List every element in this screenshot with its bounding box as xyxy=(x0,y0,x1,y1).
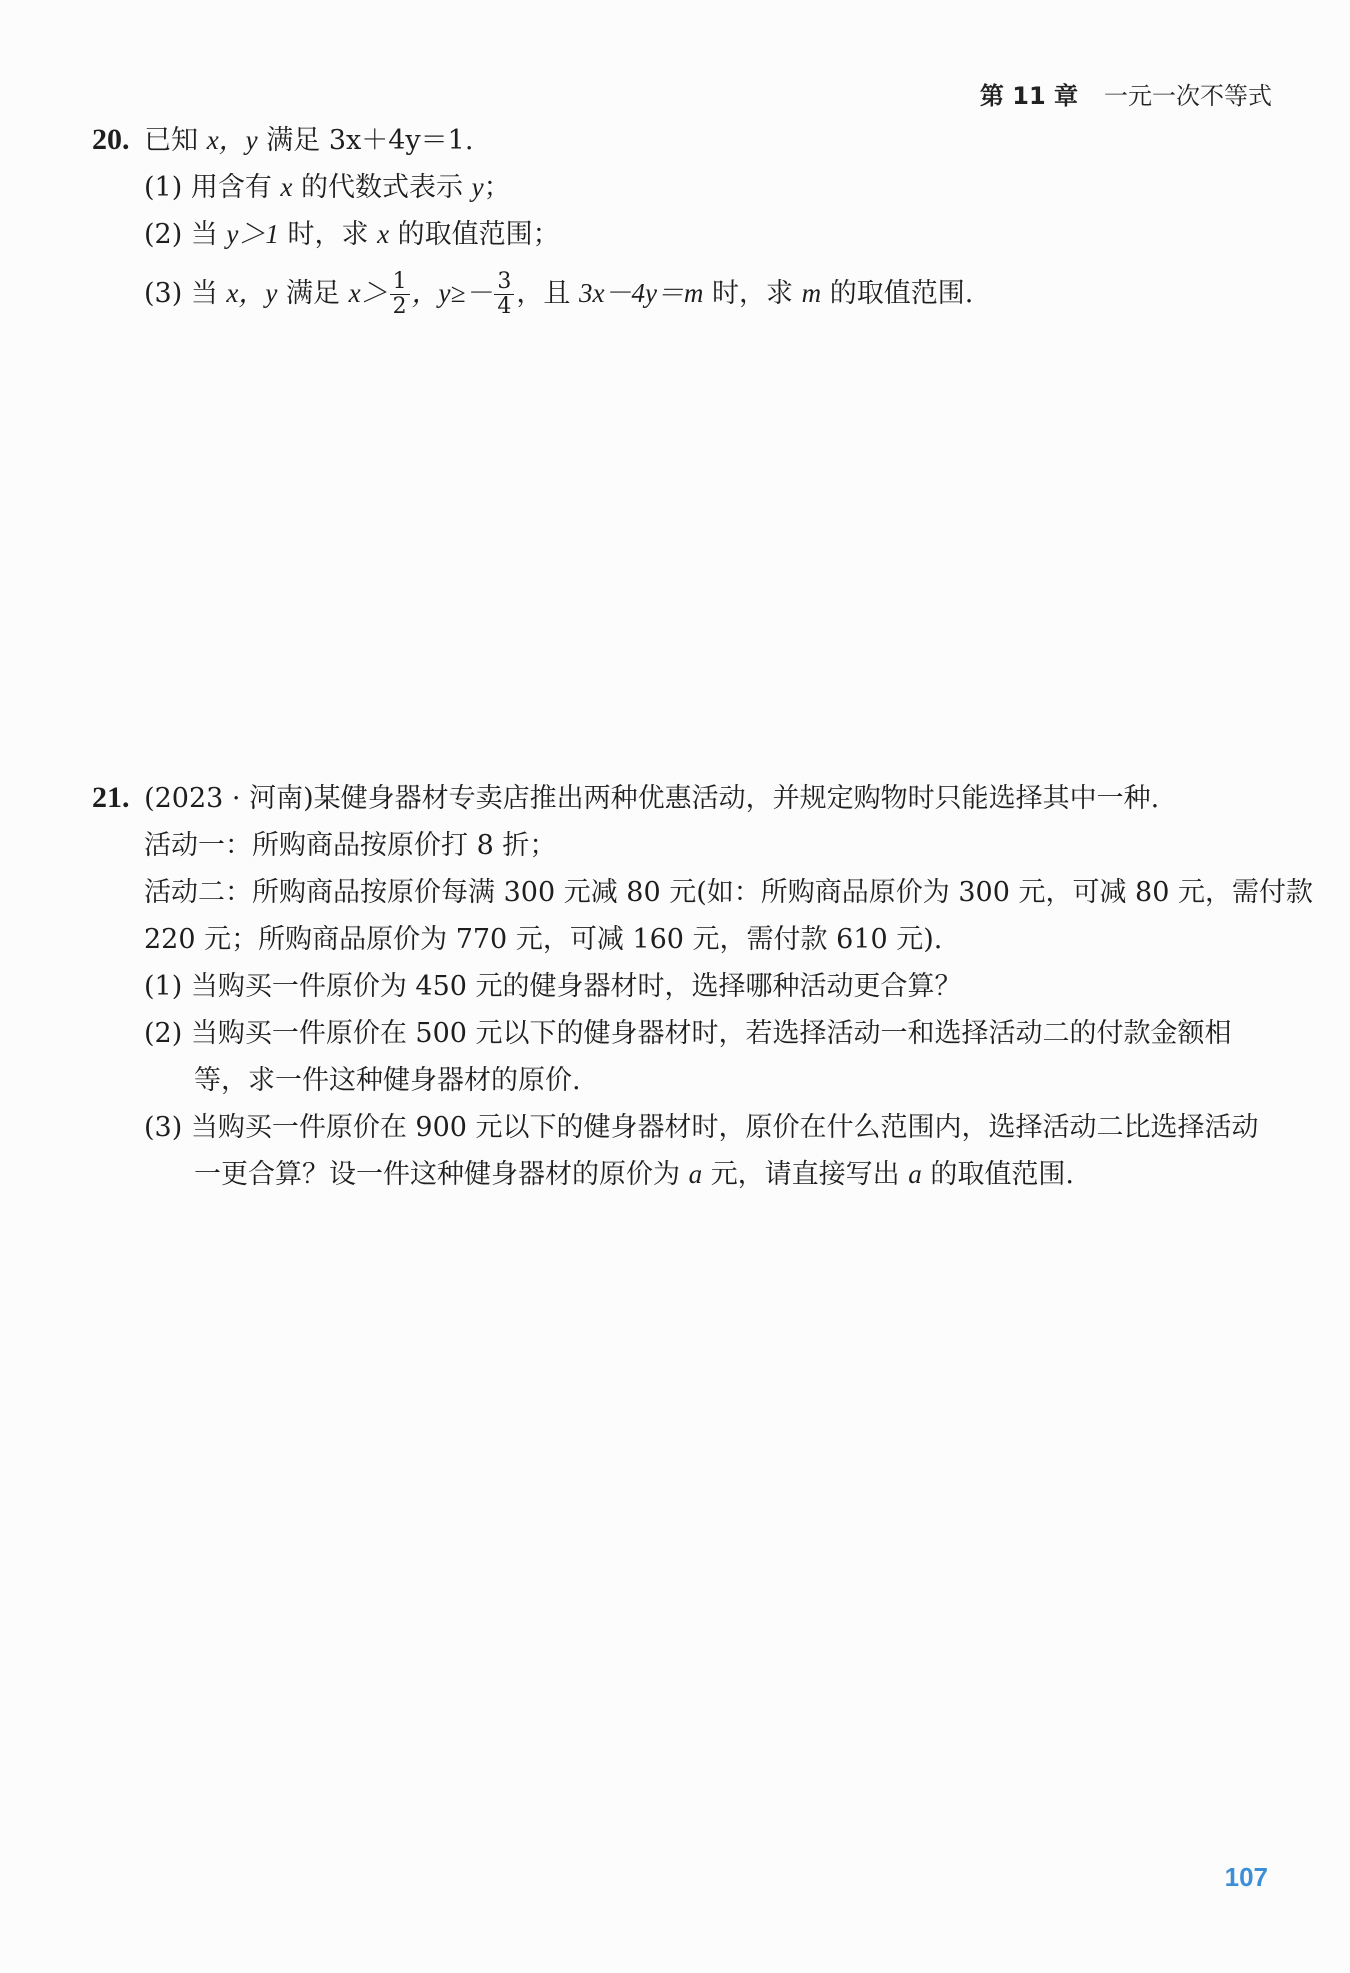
chapter-header xyxy=(980,76,1272,111)
q20-part-3: (3) 当 x，y 满足 x＞ $\frac{1}{2}$ ，y≥－ $\frac{3}{4}$ ，且 3x－4y＝m 时，求 m 的取值范围. xyxy=(144,269,974,319)
q20-part-1: (1) 用含有 x 的代数式表示 y； xyxy=(144,172,511,203)
q21-part-3-line-1: (3) 当购买一件原价在 900 元以下的健身器材时，原价在什么范围内，选择活动二比选择活动 xyxy=(144,1112,1259,1143)
q20-stem: 20. 已知 x，y 满足 3x＋4y＝1. xyxy=(92,123,474,156)
q21-part-1: (1) 当购买一件原价为 450 元的健身器材时，选择哪种活动更合算？ xyxy=(144,971,962,1002)
q21-part-3-line-2: 一更合算？设一件这种健身器材的原价为 a 元，请直接写出 a 的取值范围. xyxy=(194,1159,1074,1190)
question-20 xyxy=(92,116,1272,319)
chapter-number: 第 11 章 xyxy=(979,82,1078,110)
q21-stem: 21. (2023 · 河南)某健身器材专卖店推出两种优惠活动，并规定购物时只能选择其中一种. xyxy=(92,781,1160,814)
question-21 xyxy=(92,774,1313,1198)
q21-activity-2-line-1: 活动二：所购商品按原价每满 300 元减 80 元(如：所购商品原价为 300 元，可减 80 元，需付款 xyxy=(144,877,1313,908)
q20-number: 20. xyxy=(92,123,130,156)
page-number: 107 xyxy=(1224,1862,1268,1892)
q21-part-2-line-1: (2) 当购买一件原价在 500 元以下的健身器材时，若选择活动一和选择活动二的付款金额相 xyxy=(144,1018,1232,1049)
q21-activity-1: 活动一：所购商品按原价打 8 折； xyxy=(144,830,557,861)
q21-activity-2-line-2: 220 元；所购商品原价为 770 元，可减 160 元，需付款 610 元). xyxy=(144,924,943,955)
q21-number: 21. xyxy=(92,781,130,814)
fraction-three-quarters: $\frac{3}{4}$ xyxy=(494,270,514,319)
q20-part-2: (2) 当 y＞1 时，求 x 的取值范围； xyxy=(144,219,560,250)
chapter-title: 一元一次不等式 xyxy=(1104,82,1272,110)
fraction-one-half: $\frac{1}{2}$ xyxy=(390,270,410,319)
q21-part-2-line-2: 等，求一件这种健身器材的原价. xyxy=(194,1065,581,1096)
